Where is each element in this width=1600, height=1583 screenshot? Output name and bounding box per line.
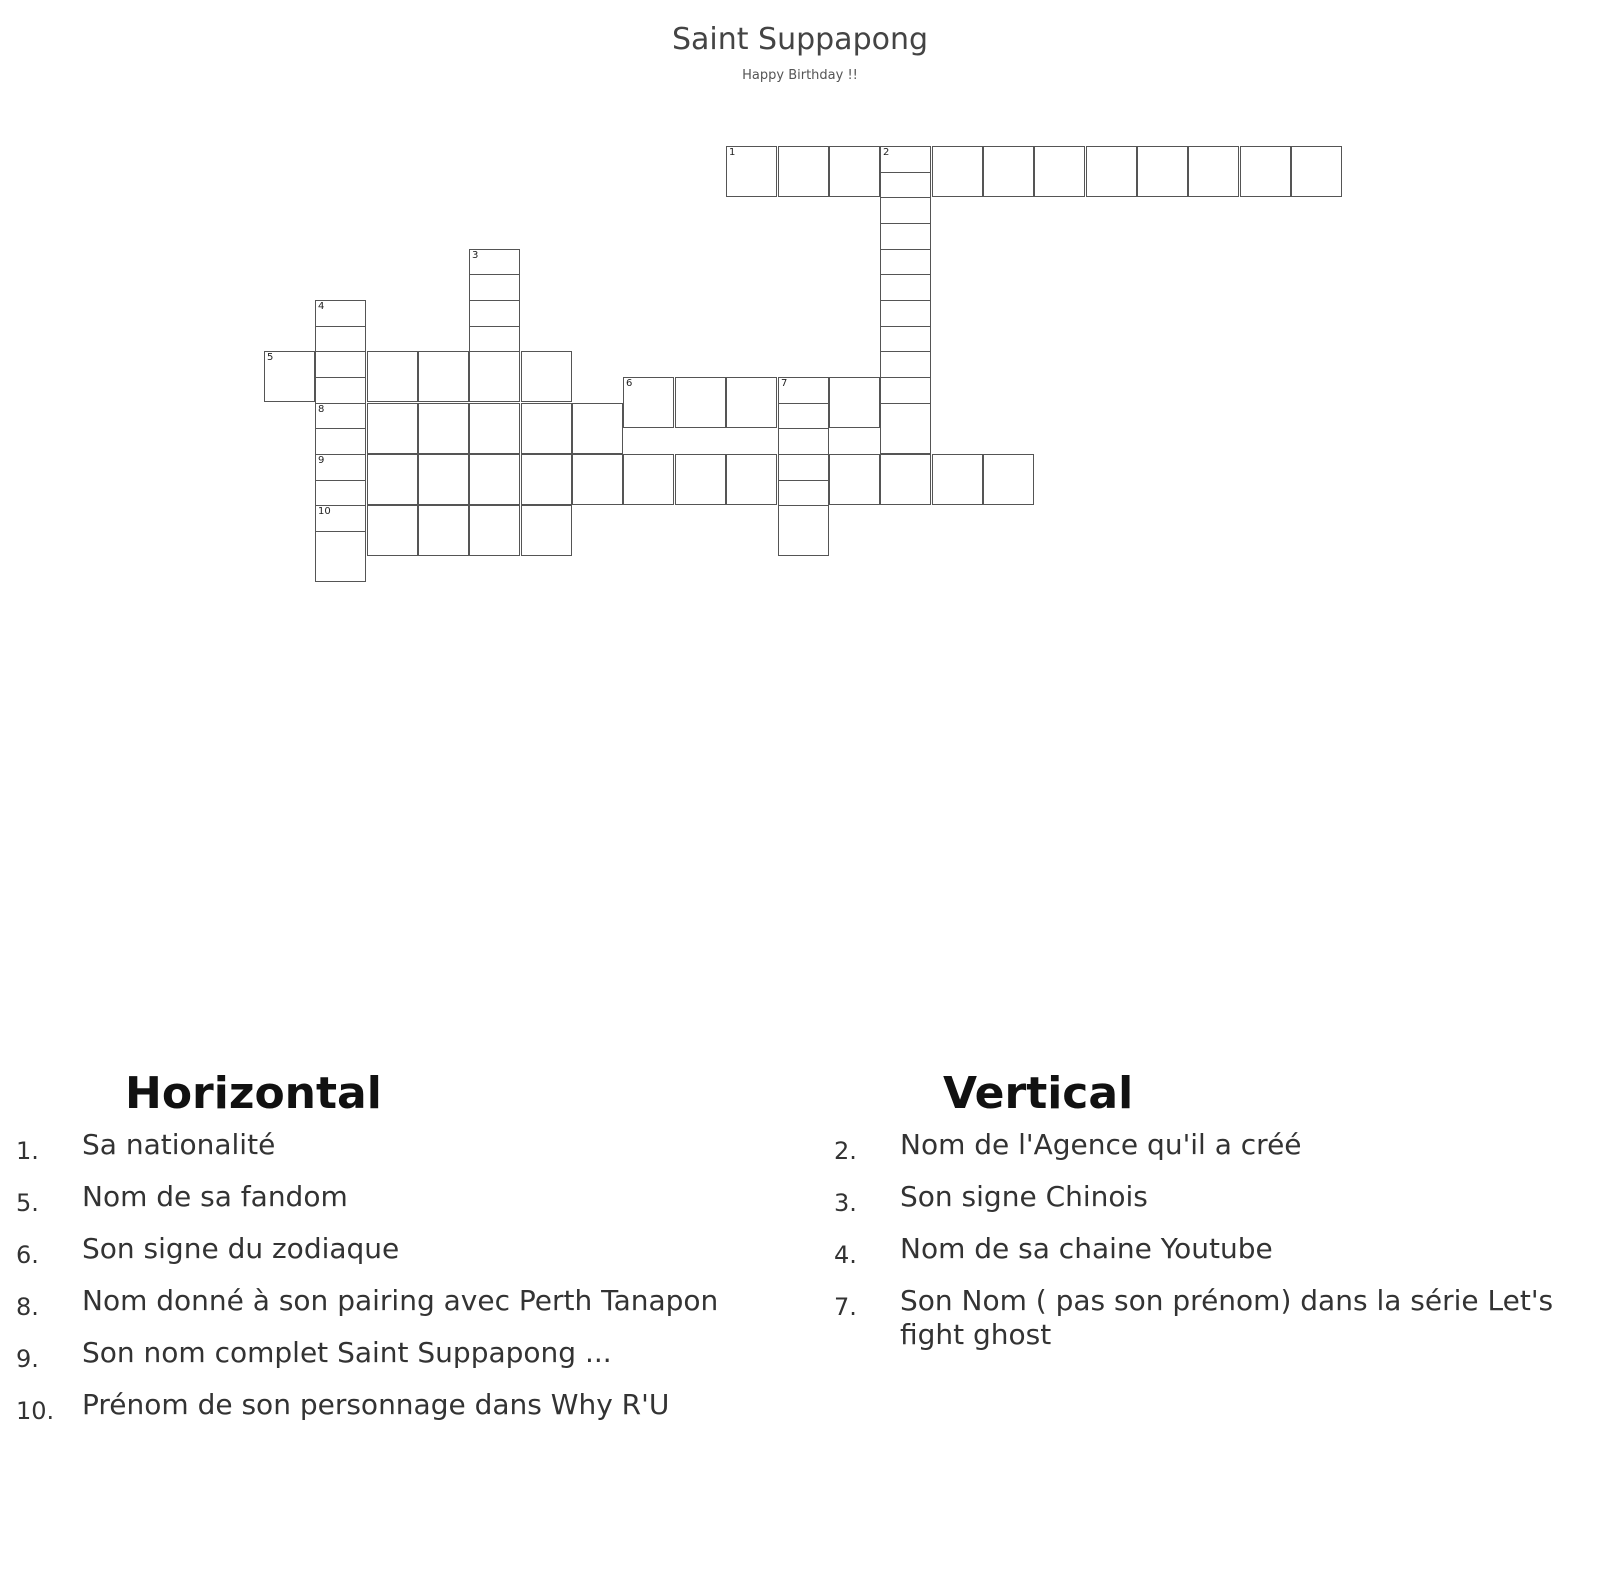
vertical-clue-list	[834, 1128, 1574, 1370]
clue-text: Son signe du zodiaque	[82, 1232, 400, 1265]
clue-text: Nom de sa fandom	[82, 1180, 348, 1213]
cell-number: 2	[883, 147, 890, 158]
cell-number: 7	[781, 378, 788, 389]
vertical-heading: Vertical	[943, 1068, 1134, 1119]
page-title: Saint Suppapong	[671, 22, 929, 57]
clue-number: 7.	[834, 1293, 857, 1321]
crossword-cell[interactable]	[572, 454, 623, 505]
crossword-cell[interactable]	[418, 454, 469, 505]
crossword-cell[interactable]	[623, 454, 674, 505]
crossword-cell[interactable]	[1240, 146, 1291, 197]
clue-number: 4.	[834, 1241, 857, 1269]
cell-number: 1	[729, 147, 736, 158]
crossword-cell[interactable]	[932, 146, 983, 197]
crossword-cell[interactable]	[521, 403, 572, 454]
clue-text: Nom donné à son pairing avec Perth Tanapon	[82, 1284, 719, 1317]
clue-text: Sa nationalité	[82, 1128, 276, 1161]
crossword-cell[interactable]	[418, 403, 469, 454]
crossword-cell[interactable]	[521, 505, 572, 556]
crossword-cell[interactable]	[829, 146, 880, 197]
clue-text: Son Nom ( pas son prénom) dans la série Let's fight ghost	[900, 1284, 1554, 1351]
crossword-cell[interactable]	[1137, 146, 1188, 197]
crossword-cell[interactable]	[521, 454, 572, 505]
clue-text: Son nom complet Saint Suppapong ...	[82, 1336, 612, 1369]
cell-number: 9	[318, 455, 325, 466]
crossword-cell[interactable]	[1188, 146, 1239, 197]
clue-text: Prénom de son personnage dans Why R'U	[82, 1388, 670, 1421]
crossword-cell[interactable]	[623, 377, 674, 428]
crossword-cell[interactable]	[675, 454, 726, 505]
cell-number: 5	[267, 352, 274, 363]
cell-number: 6	[626, 378, 633, 389]
crossword-cell[interactable]	[983, 454, 1034, 505]
horizontal-heading: Horizontal	[125, 1068, 382, 1119]
crossword-cell[interactable]	[983, 146, 1034, 197]
cell-number: 4	[318, 301, 325, 312]
clue-item	[16, 1128, 796, 1165]
crossword-cell[interactable]	[726, 377, 777, 428]
cell-number: 3	[472, 250, 479, 261]
crossword-cell[interactable]	[572, 403, 623, 454]
clue-text: Nom de l'Agence qu'il a créé	[900, 1128, 1302, 1161]
cell-number: 8	[318, 404, 325, 415]
clue-item	[16, 1180, 796, 1217]
crossword-cell[interactable]	[1034, 146, 1085, 197]
crossword-cell[interactable]	[521, 351, 572, 402]
crossword-cell[interactable]	[880, 403, 931, 454]
clue-item	[16, 1232, 796, 1269]
clue-number: 5.	[16, 1189, 39, 1217]
clue-number: 1.	[16, 1137, 39, 1165]
page-subtitle: Happy Birthday !!	[742, 68, 858, 83]
clue-item	[834, 1128, 1574, 1165]
horizontal-clue-list	[16, 1128, 796, 1440]
clue-text: Son signe Chinois	[900, 1180, 1148, 1213]
crossword-cell[interactable]	[469, 454, 520, 505]
crossword-cell[interactable]	[829, 377, 880, 428]
crossword-cell[interactable]	[932, 454, 983, 505]
clue-item	[834, 1232, 1574, 1269]
crossword-cell[interactable]	[315, 531, 366, 582]
crossword-cell[interactable]	[418, 505, 469, 556]
crossword-cell[interactable]	[367, 351, 418, 402]
cell-number: 10	[318, 506, 331, 517]
crossword-cell[interactable]	[367, 505, 418, 556]
crossword-cell[interactable]	[469, 351, 520, 402]
clue-item	[834, 1284, 1574, 1352]
clue-number: 3.	[834, 1189, 857, 1217]
crossword-cell[interactable]	[880, 454, 931, 505]
clue-item	[16, 1388, 796, 1425]
crossword-cell[interactable]	[1291, 146, 1342, 197]
crossword-cell[interactable]	[367, 454, 418, 505]
clue-number: 10.	[16, 1397, 55, 1425]
clue-number: 6.	[16, 1241, 39, 1269]
crossword-cell[interactable]	[418, 351, 469, 402]
crossword-cell[interactable]	[829, 454, 880, 505]
clue-item	[834, 1180, 1574, 1217]
clue-item	[16, 1284, 796, 1321]
crossword-cell[interactable]	[778, 505, 829, 556]
crossword-cell[interactable]	[469, 403, 520, 454]
crossword-cell[interactable]	[264, 351, 315, 402]
clue-item	[16, 1336, 796, 1373]
crossword-cell[interactable]	[1086, 146, 1137, 197]
clue-number: 8.	[16, 1293, 39, 1321]
crossword-cell[interactable]	[469, 505, 520, 556]
crossword-cell[interactable]	[367, 403, 418, 454]
clue-number: 2.	[834, 1137, 857, 1165]
clue-text: Nom de sa chaine Youtube	[900, 1232, 1273, 1265]
crossword-cell[interactable]	[726, 454, 777, 505]
crossword-cell[interactable]	[726, 146, 777, 197]
crossword-cell[interactable]	[675, 377, 726, 428]
crossword-cell[interactable]	[778, 146, 829, 197]
clue-number: 9.	[16, 1345, 39, 1373]
